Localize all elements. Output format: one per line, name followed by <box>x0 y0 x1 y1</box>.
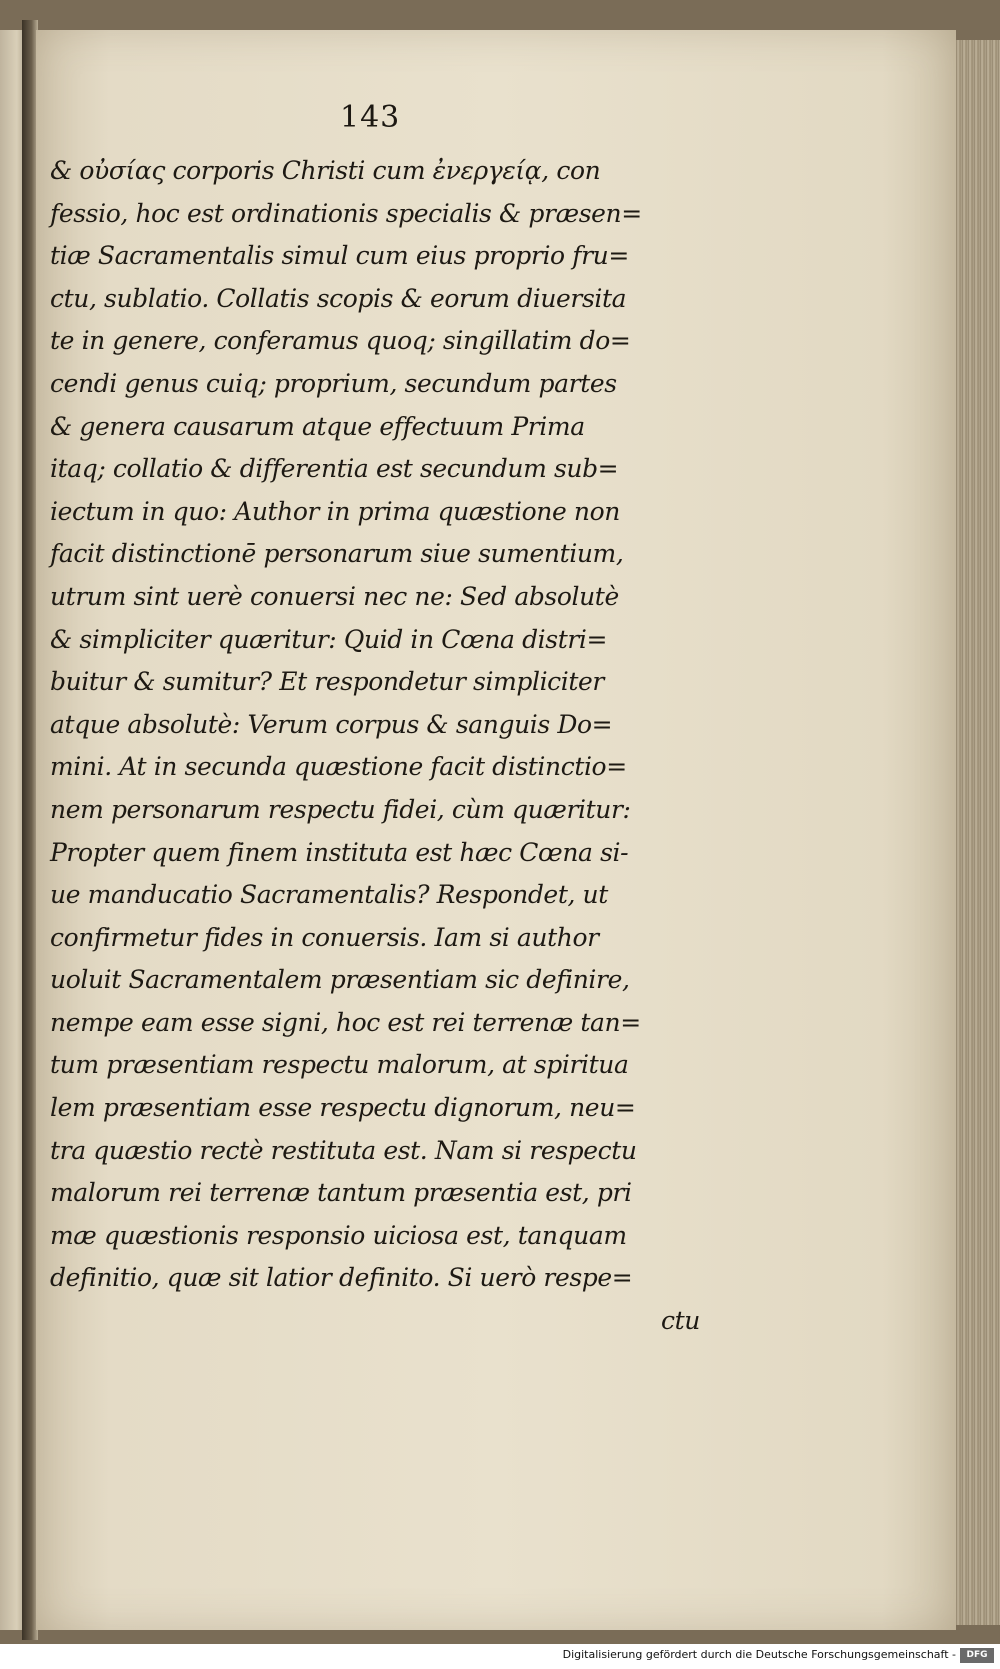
text-line: buitur & sumitur? Et respondetur simpliciter <box>50 667 604 697</box>
text-line: ue manducatio Sacramentalis? Respondet, ut <box>50 880 608 910</box>
text-line: tra quæstio rectè restituta est. Nam si respectu <box>50 1135 637 1165</box>
text-line: tum præsentiam respectu malorum, at spiritua <box>50 1050 629 1080</box>
text-line: nempe eam esse signi, hoc est rei terrenæ tan= <box>50 1007 641 1037</box>
text-line: & οὐσίας corporis Christi cum ἐνεργείᾳ, con <box>50 156 601 185</box>
text-line: Propter quem finem instituta est hæc Cœna si- <box>50 837 629 867</box>
text-line: facit distinctionē personarum siue sumentium, <box>50 539 624 569</box>
text-line: tiæ Sacramentalis simul cum eius proprio fru= <box>50 241 629 271</box>
text-line: lem præsentiam esse respectu dignorum, neu= <box>50 1093 636 1123</box>
text-line: iectum in quo: Author in prima quæstione non <box>50 496 620 526</box>
footer-bar <box>0 1644 1000 1669</box>
text-line: definitio, quæ sit latior definito. Si uerò respe= <box>50 1263 633 1293</box>
text-line: itaq; collatio & differentia est secundum sub= <box>50 454 619 484</box>
text-line: confirmetur fides in conuersis. Iam si author <box>50 922 599 952</box>
text-line: mæ quæstionis responsio uiciosa est, tanquam <box>50 1220 627 1250</box>
book-block-edges <box>956 40 1000 1625</box>
text-line: mini. At in secunda quæstione facit distinctio= <box>50 752 627 782</box>
text-line: cendi genus cuiq; proprium, secundum partes <box>50 368 617 398</box>
catchword: ctu <box>661 1306 700 1336</box>
text-line: & genera causarum atque effectuum Prima <box>50 411 585 441</box>
dfg-logo-icon: DFG <box>960 1648 994 1663</box>
page-text-body <box>50 150 700 1343</box>
text-line: atque absolutè: Verum corpus & sanguis Do= <box>50 709 613 739</box>
text-line: fessio, hoc est ordinationis specialis & præsen= <box>50 198 642 228</box>
text-line: te in genere, conferamus quoq; singillatim do= <box>50 326 631 356</box>
page-number: 143 <box>340 100 401 135</box>
text-line: malorum rei terrenæ tantum præsentia est, pri <box>50 1178 632 1208</box>
text-line: & simpliciter quæritur: Quid in Cœna distri= <box>50 624 608 654</box>
text-line: uoluit Sacramentalem præsentiam sic definire, <box>50 965 630 995</box>
text-line: ctu, sublatio. Collatis scopis & eorum diuersita <box>50 283 627 313</box>
text-line: nem personarum respectu fidei, cùm quæritur: <box>50 794 631 824</box>
text-line: utrum sint uerè conuersi nec ne: Sed absolutè <box>50 581 619 611</box>
digitization-credit: Digitalisierung gefördert durch die Deutsche Forschungsgemeinschaft - <box>562 1648 956 1661</box>
